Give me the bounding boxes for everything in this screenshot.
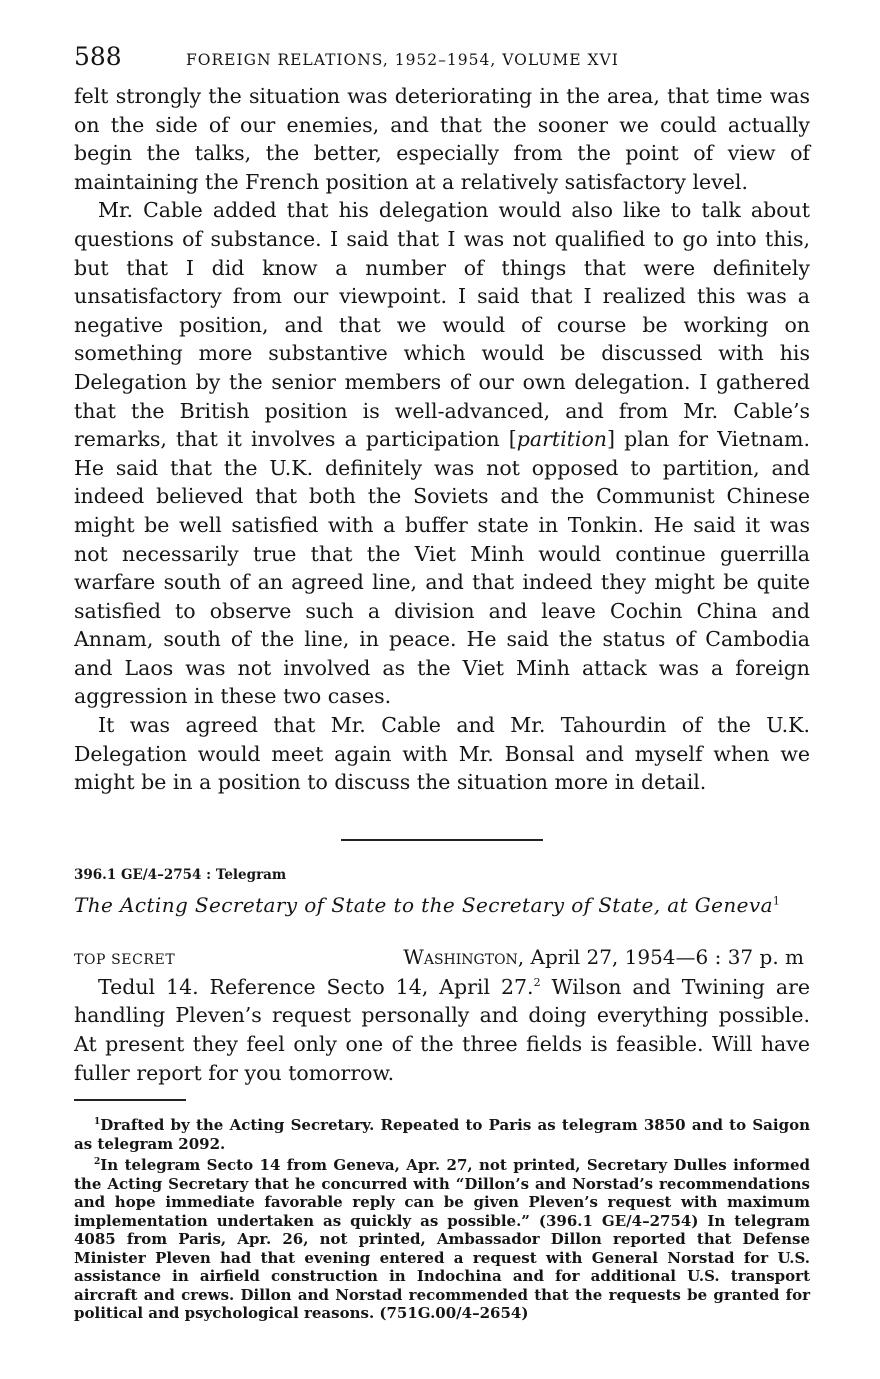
paragraph-continued: felt strongly the situation was deteriorating in the area, that time was on the side of our enemies, and that the sooner we could actually begin the talks, the better, especially from the point of view of maintaining the French position at a relatively satisfactory level.	[74, 84, 810, 194]
footnotes	[74, 1113, 810, 1323]
telegram-paragraph	[74, 973, 810, 1087]
section-divider	[341, 839, 543, 841]
footnote-1	[74, 1113, 810, 1153]
document-title	[74, 893, 810, 917]
paragraph-text-a: Mr. Cable added that his delegation would also like to talk about questions of substance. I said that I was not qualified to go into this, but that I did know a number of things that were definitely unsatisfactory from our viewpoint. I said that I realized this was a negative position, and that we would of course be working on something more substantive which would be discussed with his Delegation by the senior members of our own delegation. I gathered that the British position is well-advanced, and from Mr. Cable’s remarks, that it involves a participation [	[74, 198, 810, 452]
footnote-1-text: Drafted by the Acting Secretary. Repeated to Paris as telegram 3850 and to Saigon as telegram 2092.	[74, 1116, 810, 1153]
telegram-text-a: Tedul 14. Reference Secto 14, April 27.	[98, 974, 534, 999]
dateline-row	[74, 945, 810, 969]
dateline	[403, 945, 804, 969]
telegram-body	[74, 973, 810, 1087]
classification-label: TOP SECRET	[74, 951, 176, 968]
telegram-text-b: Wilson and Twining are handling Pleven’s request personally and doing everything possible. At present they feel only one of the three fields is feasible. Will have fuller report for you tomorrow.	[74, 974, 811, 1085]
footnote-mark-2: 2	[533, 976, 541, 990]
italic-correction: partition	[516, 427, 607, 452]
footnote-1-mark: 1	[94, 1117, 101, 1128]
paragraph-cable-substance	[74, 196, 810, 711]
footnote-2-mark: 2	[94, 1157, 101, 1168]
running-title: FOREIGN RELATIONS, 1952–1954, VOLUME XVI	[186, 51, 619, 69]
page-number: 588	[74, 42, 122, 71]
footnote-2	[74, 1153, 810, 1323]
memorandum-body	[74, 82, 810, 797]
footnote-divider	[74, 1099, 186, 1101]
dateline-date: April 27, 1954—6 : 37 p. m	[524, 944, 804, 969]
paragraph-agreement: It was agreed that Mr. Cable and Mr. Tahourdin of the U.K. Delegation would meet again with Mr. Bonsal and myself when we might be in a position to discuss the situation more in detail.	[74, 713, 810, 795]
paragraph-text-b: ] plan for Vietnam. He said that the U.K. definitely was not opposed to partition, and indeed believed that both the Soviets and the Communist Chinese might be well satisfied with a buffer state in Tonkin. He said it was not necessarily true that the Viet Minh would continue guerrilla warfare south of an agreed line, and that indeed they might be quite satisfied to observe such a division and leave Cochin China and Annam, south of the line, in peace. He said the status of Cambodia and Laos was not involved as the Viet Minh attack was a foreign aggression in these two cases.	[74, 427, 810, 709]
dateline-place: Washington,	[403, 944, 525, 969]
running-head	[74, 42, 810, 82]
footnote-mark-1: 1	[772, 894, 781, 908]
file-reference: 396.1 GE/4–2754 : Telegram	[74, 866, 287, 883]
document-title-text: The Acting Secretary of State to the Secretary of State, at Geneva	[74, 892, 773, 917]
footnote-2-text: In telegram Secto 14 from Geneva, Apr. 27, not printed, Secretary Dulles informed the Acting Secretary that he concurred with “Dillon’s and Norstad’s recommendations and hope immediate favorable reply can be given Pleven’s request with maximum implementation undertaken as quickly as possible.” (396.1 GE/4–2754) In telegram 4085 from Paris, Apr. 26, not printed, Ambassador Dillon reported that Defense Minister Pleven had that evening entered a request with General Norstad for U.S. assistance in airfield construction in Indochina and for additional U.S. transport aircraft and crews. Dillon and Norstad recommended that the requests be granted for political and psychological reasons. (751G.00/4–2654)	[74, 1156, 810, 1323]
